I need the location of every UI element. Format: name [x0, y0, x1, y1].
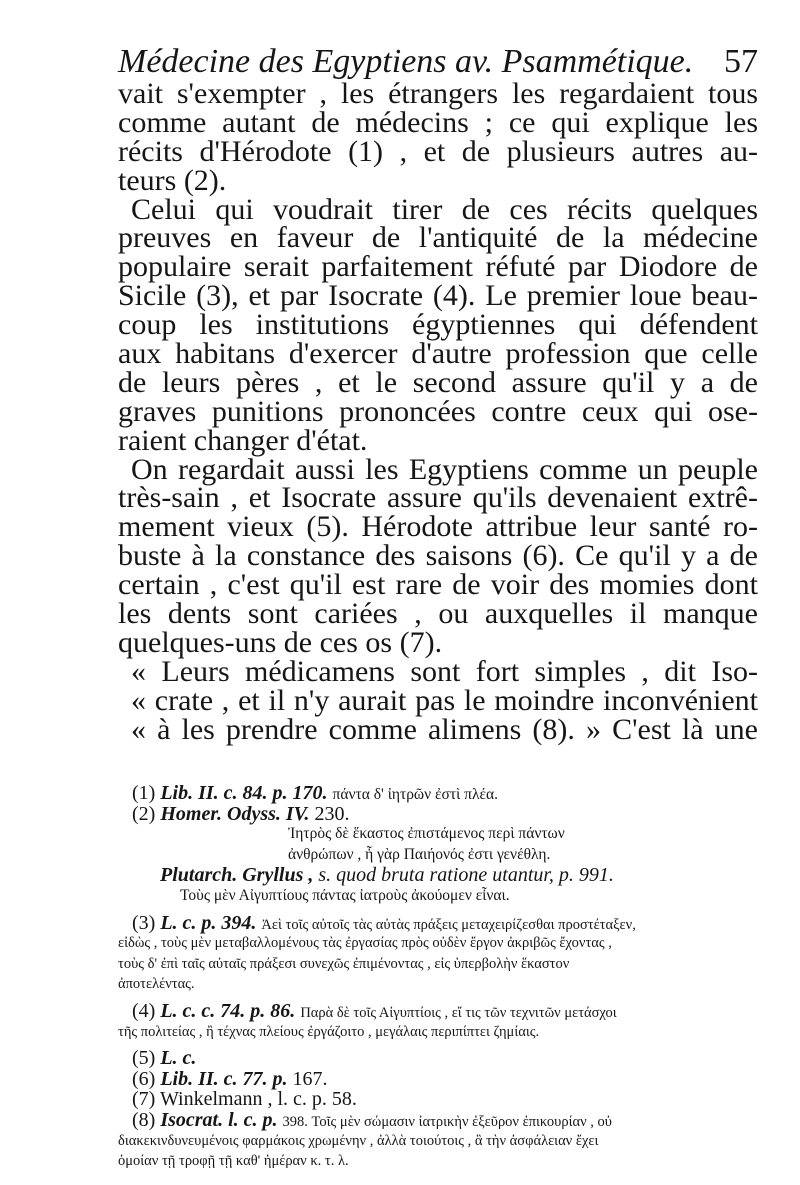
text-line: « Leurs médicamens sont fort simples , dit Iso- — [131, 654, 758, 688]
footnote-quote-line: Τοὺς μὲν Αἰγυπτίους πάντας ἰατροὺς ἀκούομεν εἶναι. — [180, 886, 510, 904]
footnote-7 — [118, 1089, 768, 1110]
footnote-ref: Homer. Odyss. IV. — [160, 802, 310, 825]
text-line: de leurs pères , et le second assure qu'il y a de — [118, 365, 758, 399]
footnote-mark: (5) — [132, 1047, 156, 1070]
footnote-5 — [118, 1048, 768, 1069]
footnote-ref: Isocrat. l. c. p. — [160, 1108, 278, 1131]
text-line: mement vieux (5). Hérodote attribue leur santé ro- — [118, 510, 758, 544]
footnote-mark: (1) — [132, 782, 156, 804]
text-line: récits d'Hérodote (1) , et de plusieurs autres au- — [118, 134, 758, 168]
page-number: 57 — [724, 43, 758, 80]
text-line: comme autant de médecins ; ce qui explique les — [118, 105, 758, 139]
footnote-mark: (2) — [132, 802, 156, 825]
footnotes — [118, 783, 768, 1172]
text-line: Sicile (3), et par Isocrate (4). Le premier loue beau- — [118, 279, 758, 313]
text-line: certain , c'est qu'il est rare de voir des momies dont — [118, 568, 758, 602]
text-line: vait s'exempter , les étrangers les regardaient tous — [118, 77, 758, 110]
running-header — [118, 42, 758, 82]
footnote-1 — [118, 783, 768, 804]
footnote-quote-line: τοὺς δ' ἐπὶ ταῖς αὐταῖς πράξεσι συνεχῶς ἐπιμένοντας , εἰς ὑπερβολὴν ἕκαστον — [118, 955, 570, 972]
main-text — [118, 77, 758, 746]
footnote-quote-line: ὁμοίαν τῇ τροφῇ τῇ καθ' ἡμέραν κ. τ. λ. — [118, 1153, 349, 1170]
footnote-ref: L. c. c. 74. p. 86. — [160, 999, 296, 1022]
footnote-mark: (6) — [132, 1067, 156, 1090]
footnote-mark: (7) — [132, 1088, 156, 1111]
text-line: On regardait aussi les Egyptiens comme un peuple — [131, 452, 758, 486]
text-line: Celui qui voudrait tirer de ces récits quelques — [131, 192, 758, 226]
running-title: Médecine des Egyptiens av. Psammétique. — [118, 43, 694, 80]
text-line: « à les prendre comme alimens (8). » C'est là une — [131, 712, 758, 746]
text-line: quelques-uns de ces os (7). — [118, 625, 443, 659]
footnote-quote-line: ἀποτελέντας. — [118, 976, 195, 993]
text-line: preuves en faveur de l'antiquité de la médecine — [118, 221, 758, 255]
footnote-text: Παρὰ δὲ τοῖς Αἰγυπτίοις , εἴ τις τῶν τεχνιτῶν μετάσχοι — [300, 1004, 617, 1021]
text-line: coup les institutions égyptiennes qui défendent — [118, 308, 758, 342]
footnote-mark: (3) — [132, 911, 156, 934]
footnote-quote-line: ἀνθρώπων , ἦ γὰρ Παιήονός ἐστι γενέθλη. — [288, 845, 551, 863]
footnote-ref: L. c. — [160, 1047, 197, 1070]
footnote-3 — [118, 913, 768, 934]
text-line: teurs (2). — [118, 163, 227, 197]
text-line: « crate , et il n'y aurait pas le moindre inconvénient — [131, 683, 758, 717]
footnote-4 — [118, 1001, 768, 1022]
footnote-quote-line: διακεκινδυνευμένοις φαρμάκοις χρωμένην , ἀλλὰ τοιούτοις , ἃ τὴν ἀσφάλειαν ἔχει — [118, 1132, 599, 1149]
footnote-ref: Plutarch. Gryllus , — [160, 864, 314, 887]
footnote-text: Winkelmann , l. c. p. 58. — [159, 1088, 357, 1111]
footnote-ref: Lib. II. c. 77. p. — [160, 1067, 288, 1090]
footnote-text: πάντα δ' ἰητρῶν ἐστὶ πλέα. — [332, 786, 499, 803]
footnote-text: 230. — [314, 802, 350, 825]
text-line: aux habitans d'exercer d'autre profession que celle — [118, 337, 758, 371]
text-line: populaire serait parfaitement réfuté par Diodore de — [118, 250, 758, 284]
footnote-text: 398. Τοῖς μὲν σώμασιν ἰατρικὴν ἐξεῦρον ἐπικουρίαν , οὐ — [282, 1113, 612, 1130]
footnote-quote-line: Ἰητρὸς δὲ ἕκαστος ἐπιστάμενος περὶ πάντων — [288, 825, 565, 843]
text-line: raient changer d'état. — [118, 423, 368, 457]
footnote-ref: L. c. p. 394. — [160, 911, 257, 934]
text-line: buste à la constance des saisons (6). Ce qu'il y a de — [118, 539, 758, 573]
footnote-ref: Lib. II. c. 84. p. 170. — [160, 782, 328, 804]
footnote-2 — [118, 804, 768, 825]
footnote-text: s. quod bruta ratione utantur, p. 991. — [318, 864, 614, 887]
footnote-8 — [118, 1110, 768, 1131]
footnote-quote-line: τῆς πολιτείας , ἢ τέχνας πλείους ἐργάζοιτο , μεγάλαις περιπίπτει ζημίαις. — [118, 1023, 540, 1040]
footnote-text: Ἀεὶ τοῖς αὐτοῖς τὰς αὐτὰς πράξεις μεταχειρίζεσθαι προστέταξεν, — [261, 916, 636, 933]
footnote-mark: (4) — [132, 999, 156, 1022]
footnote-2-source — [118, 865, 768, 886]
text-line: les dents sont cariées , ou auxquelles il manque — [118, 597, 758, 631]
footnote-quote-line: εἰδὼς , τοὺς μὲν μεταβαλλομένους τὰς ἐργασίας πρὸς οὐδὲν ἔργον ἀκριβῶς ἔχοντας , — [118, 935, 612, 952]
text-line: graves punitions prononcées contre ceux qui ose- — [118, 394, 758, 428]
footnote-text: 167. — [292, 1067, 328, 1090]
footnote-mark: (8) — [132, 1108, 156, 1131]
footnote-6 — [118, 1069, 768, 1090]
text-line: très-sain , et Isocrate assure qu'ils devenaient extrê- — [118, 481, 758, 515]
